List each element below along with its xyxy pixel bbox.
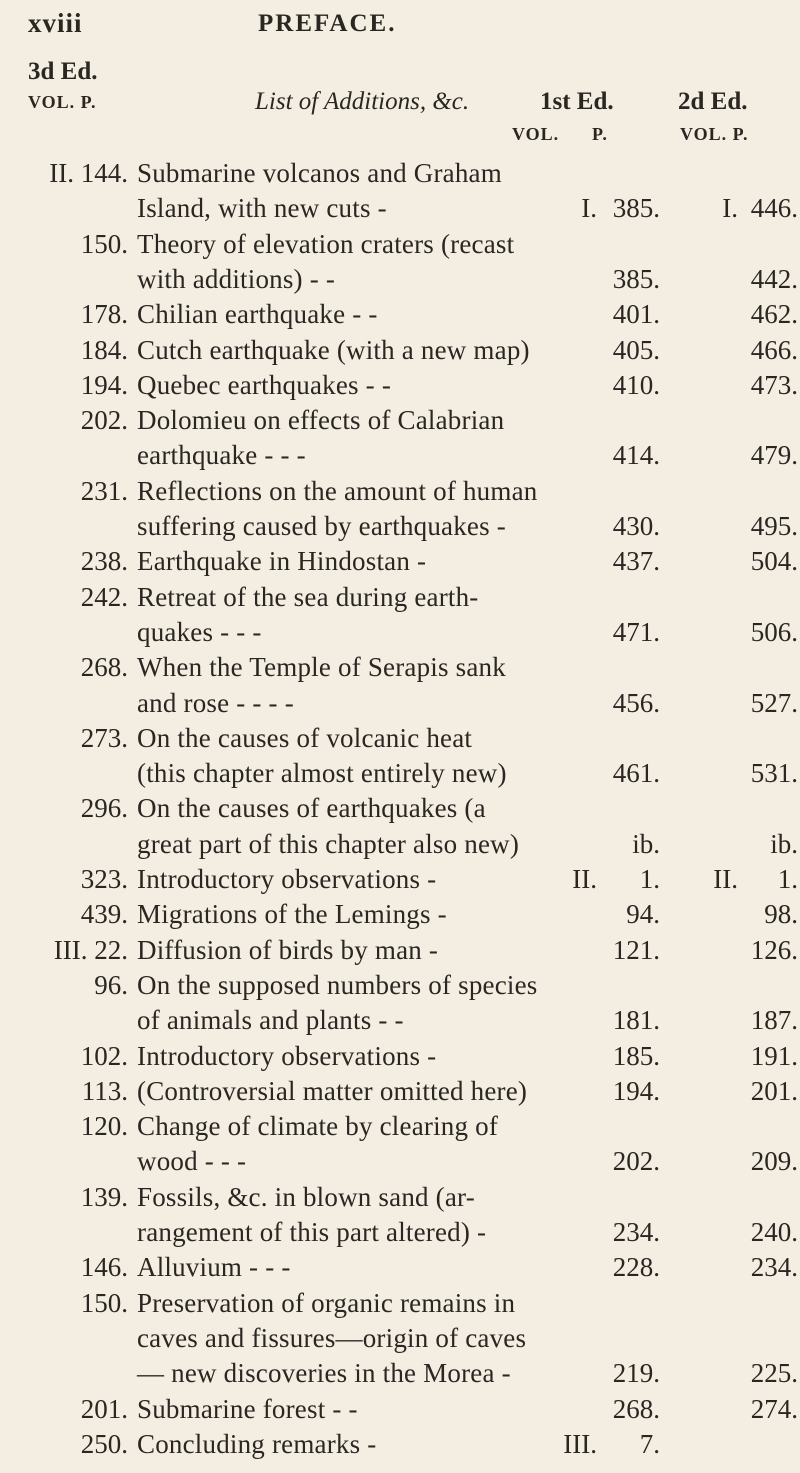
addition-title: When the Temple of Serapis sank [137,652,506,683]
first-edition-page: 194. [612,1075,660,1106]
second-edition-page: 531. [750,758,798,789]
third-edition-vol-page-heading: VOL. P. [28,92,97,112]
first-edition-page: 401. [612,299,660,330]
old-edition-reference: 178. [80,299,128,330]
second-edition-page: 201. [750,1075,798,1106]
addition-title: (Controversial matter omitted here) [137,1075,528,1106]
first-edition-page: 219. [612,1358,660,1389]
addition-title: — new discoveries in the Morea - [137,1358,511,1389]
old-edition-reference: 231. [80,475,128,506]
old-edition-reference: II. 144. [49,158,128,188]
addition-title: rangement of this part altered) - [137,1217,487,1247]
old-edition-reference: 102. [80,1040,128,1071]
addition-title: Change of climate by clearing of [137,1111,499,1142]
old-edition-reference: 238. [80,546,128,577]
second-edition-page: 504. [750,546,798,577]
page-header [0,8,800,48]
folio-page-number: xviii [28,8,83,38]
second-edition-page: 495. [750,511,798,541]
old-edition-reference: III. 22. [53,934,128,965]
list-title: List of Additions, &c. [255,88,470,115]
addition-title: Quebec earthquakes - - [137,369,392,400]
first-edition-page: 430. [612,511,660,541]
addition-title: Migrations of the Lemings - [137,899,447,930]
old-edition-reference: 439. [80,899,128,930]
second-edition-vol-page-heading: VOL. P. [680,124,749,144]
addition-title: (this chapter almost entirely new) [137,758,507,789]
addition-title: Submarine volcanos and Graham [137,158,502,188]
second-edition-page: 234. [750,1252,798,1283]
first-edition-heading: 1st Ed. [540,88,614,115]
first-edition-page: 471. [612,616,660,647]
addition-title: Alluvium - - - [137,1252,291,1283]
first-edition-page: 414. [612,440,660,471]
first-edition-page: 94. [626,899,660,930]
addition-title: On the causes of volcanic heat [137,722,473,753]
second-edition-page: 479. [750,440,798,471]
first-edition-page-heading: P. [592,124,608,144]
old-edition-reference: 139. [80,1181,128,1212]
old-edition-reference: 242. [80,581,128,612]
old-edition-reference: 323. [80,864,128,894]
first-edition-page: 7. [639,1428,660,1459]
first-edition-page: 268. [612,1393,660,1424]
addition-title: Introductory observations - [137,864,437,894]
addition-title: with additions) - - [137,263,336,294]
addition-title: Reflections on the amount of human [137,475,538,506]
addition-title: Concluding remarks - [137,1428,377,1459]
second-edition-volume: II. [713,864,738,894]
second-edition-page: 442. [750,263,798,294]
second-edition-page: 446. [750,193,798,224]
second-edition-page: 1. [777,864,798,894]
second-edition-page: 274. [750,1393,798,1424]
second-edition-page: 98. [764,899,798,930]
first-edition-page: 234. [612,1217,660,1247]
second-edition-page: 126. [750,934,798,965]
second-edition-page: 240. [750,1217,798,1247]
second-edition-volume: I. [722,193,738,224]
table-row [0,1421,800,1467]
first-edition-page: 437. [612,546,660,577]
second-edition-page: 209. [750,1146,798,1177]
first-edition-volume: III. [563,1428,597,1459]
old-edition-reference: 201. [80,1393,128,1424]
old-edition-reference: 146. [80,1252,128,1283]
first-edition-page: ib. [632,828,660,859]
old-edition-reference: 150. [80,228,128,259]
first-edition-page: 1. [639,864,660,894]
first-edition-page: 121. [612,934,660,965]
old-edition-reference: 184. [80,334,128,365]
third-edition-heading: 3d Ed. [28,58,98,85]
addition-title: wood - - - [137,1146,247,1177]
addition-title: Earthquake in Hindostan - [137,546,427,577]
second-edition-page: 187. [750,1005,798,1036]
addition-title: Preservation of organic remains in [137,1287,516,1318]
old-edition-reference: 120. [80,1111,128,1142]
addition-title: Diffusion of birds by man - [137,934,439,965]
old-edition-reference: 273. [80,722,128,753]
addition-title: Theory of elevation craters (recast [137,228,515,259]
old-edition-reference: 113. [81,1075,128,1106]
second-edition-page: 506. [750,616,798,647]
old-edition-reference: 250. [80,1428,128,1459]
running-title: PREFACE. [258,10,397,37]
old-edition-reference: 296. [80,793,128,824]
addition-title: Introductory observations - [137,1040,437,1071]
old-edition-reference: 96. [94,969,128,1000]
first-edition-volume: II. [572,864,597,894]
first-edition-page: 385. [612,193,660,224]
first-edition-page: 228. [612,1252,660,1283]
addition-title: Chilian earthquake - - [137,299,378,330]
old-edition-reference: 202. [80,405,128,436]
first-edition-page: 405. [612,334,660,365]
old-edition-reference: 194. [80,369,128,400]
first-edition-page: 185. [612,1040,660,1071]
first-edition-page: 410. [612,369,660,400]
addition-title: Cutch earthquake (with a new map) [137,334,530,365]
first-edition-page: 202. [612,1146,660,1177]
second-edition-page: 191. [750,1040,798,1071]
addition-title: suffering caused by earthquakes - [137,511,506,541]
first-edition-page: 385. [612,263,660,294]
first-edition-page: 181. [612,1005,660,1036]
addition-title: and rose - - - - [137,687,294,718]
addition-title: Submarine forest - - [137,1393,358,1424]
addition-title: quakes - - - [137,616,262,647]
old-edition-reference: 150. [80,1287,128,1318]
first-edition-page: 461. [612,758,660,789]
addition-title: caves and fissures—origin of caves [137,1322,527,1353]
addition-title: On the supposed numbers of species [137,969,538,1000]
second-edition-heading: 2d Ed. [678,88,748,115]
second-edition-page: ib. [770,828,798,859]
second-edition-page: 527. [750,687,798,718]
first-edition-page: 456. [612,687,660,718]
second-edition-page: 462. [750,299,798,330]
addition-title: Fossils, &c. in blown sand (ar- [137,1181,475,1212]
old-edition-reference: 268. [80,652,128,683]
second-edition-page: 473. [750,369,798,400]
second-edition-page: 225. [750,1358,798,1389]
addition-title: of animals and plants - - [137,1005,404,1036]
addition-title: earthquake - - - [137,440,306,471]
addition-title: great part of this chapter also new) [137,828,520,859]
second-edition-page: 466. [750,334,798,365]
addition-title: Island, with new cuts - [137,193,387,224]
addition-title: Retreat of the sea during earth- [137,581,479,612]
addition-title: On the causes of earthquakes (a [137,793,486,824]
first-edition-volume: I. [581,193,597,224]
addition-title: Dolomieu on effects of Calabrian [137,405,505,436]
first-edition-vol-heading: VOL. [512,124,560,144]
